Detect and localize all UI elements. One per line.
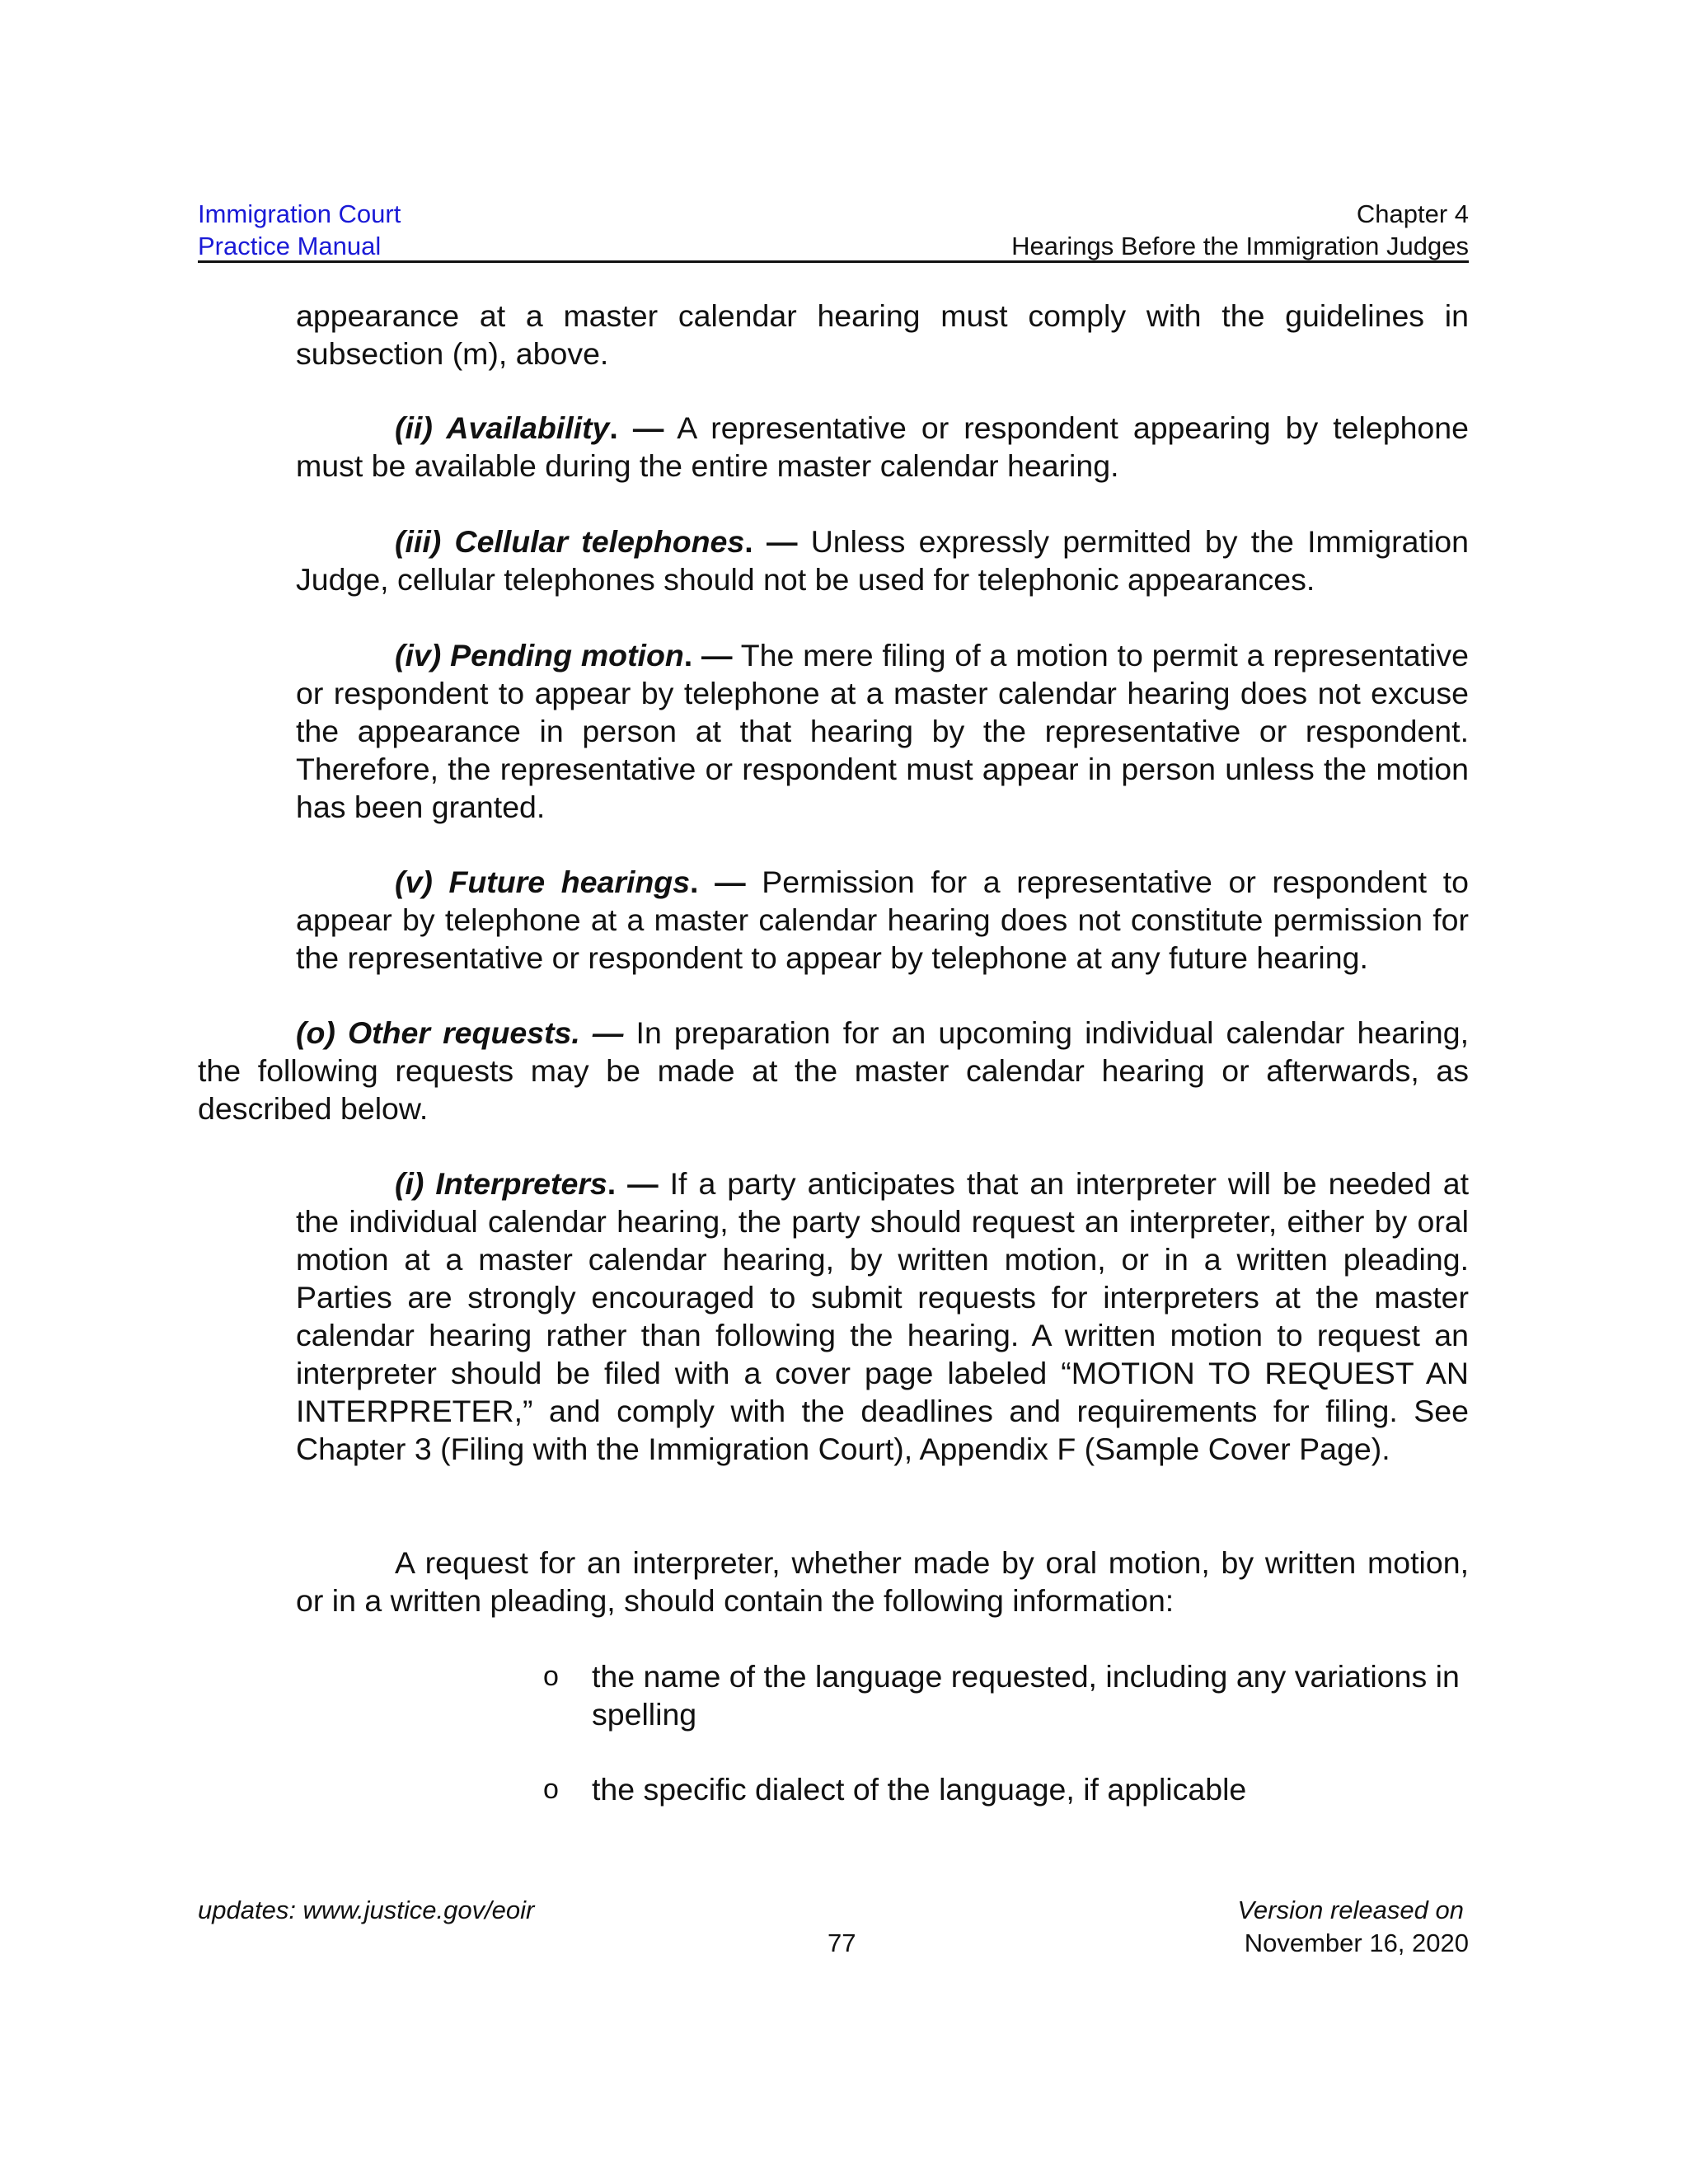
paragraph-dash: . — <box>690 865 746 899</box>
paragraph-dash: . — <box>607 1166 659 1201</box>
paragraph-heading: (v) Future hearings <box>395 865 691 899</box>
paragraph-dash: . — <box>744 524 798 559</box>
paragraph-dash: . — <box>683 638 733 673</box>
chapter-title <box>1011 198 1469 262</box>
paragraph-heading: (o) Other requests. — <box>296 1015 624 1050</box>
paragraph-interpreter-request: A request for an interpreter, whether made by oral motion, by written motion, or in a written pleading, should contain the following information: <box>296 1545 1469 1618</box>
paragraph-cellular-telephones <box>296 523 1469 598</box>
header-divider <box>198 260 1469 263</box>
page-number: 77 <box>828 1929 856 1957</box>
manual-title-line2: Practice Manual <box>198 232 382 260</box>
paragraph-other-requests <box>198 1014 1469 1127</box>
chapter-name: Hearings Before the Immigration Judges <box>1011 232 1469 260</box>
paragraph-pending-motion <box>296 636 1469 826</box>
chapter-number: Chapter 4 <box>1356 199 1469 228</box>
paragraph-future-hearings <box>296 863 1469 977</box>
paragraph-text: A representative or respondent appearing by telephone must be available during the entire master calendar hearing. <box>296 410 1469 483</box>
paragraph-heading: (iv) Pending motion <box>395 638 684 673</box>
paragraph-text: If a party anticipates that an interpreter will be needed at the individual calendar hearing, the party should request an interpreter, either by oral motion at a master calendar hearing, by written motion, or in a written pleading. Parties are strongly encouraged to submit requests for interpreters at the master calendar hearing rather than following the hearing. A written motion to request an interpreter should be filed with a cover page labeled “MOTION TO REQUEST AN INTERPRETER,” and comply with the deadlines and requirements for filing. See Chapter 3 (Filing with the Immigration Court), Appendix F (Sample Cover Page). <box>296 1166 1469 1466</box>
list-item-text: the name of the language requested, including any variations in spelling <box>592 1659 1460 1732</box>
version-label: Version released on <box>1237 1896 1464 1924</box>
manual-title <box>198 198 401 262</box>
paragraph-text: In preparation for an upcoming individual calendar hearing, the following requests may be made at the master calendar hearing or afterwards, as described below. <box>198 1015 1469 1126</box>
list-item-text: the specific dialect of the language, if applicable <box>592 1772 1247 1807</box>
version-date: November 16, 2020 <box>1244 1929 1469 1957</box>
paragraph-heading: (iii) Cellular telephones <box>395 524 745 559</box>
paragraph-continuation: appearance at a master calendar hearing must comply with the guidelines in subsection (m), above. <box>296 298 1469 371</box>
paragraph-text: The mere filing of a motion to permit a representative or respondent to appear by telephone at a master calendar hearing does not excuse the appearance in person at that hearing by the representative or respondent. Therefore, the representative or respondent must appear in person unless the motion has been granted. <box>296 638 1469 824</box>
version-info <box>1237 1894 1469 1960</box>
paragraph-dash: . — <box>609 410 664 445</box>
updates-url: updates: www.justice.gov/eoir <box>198 1896 535 1924</box>
paragraph-heading: (i) Interpreters <box>395 1166 607 1201</box>
paragraph-heading: (ii) Availability <box>395 410 610 445</box>
bullet-marker: o <box>543 1661 559 1692</box>
paragraph-text: Unless expressly permitted by the Immigration Judge, cellular telephones should not be used for telephonic appearances. <box>296 524 1469 597</box>
bullet-marker: o <box>543 1774 559 1805</box>
paragraph-availability <box>296 409 1469 485</box>
paragraph-interpreters <box>296 1165 1469 1468</box>
manual-title-line1: Immigration Court <box>198 199 401 228</box>
paragraph-text: Permission for a representative or respondent to appear by telephone at a master calendar hearing does not constitute permission for the representative or respondent to appear by telephone at any future hearing. <box>296 865 1470 975</box>
